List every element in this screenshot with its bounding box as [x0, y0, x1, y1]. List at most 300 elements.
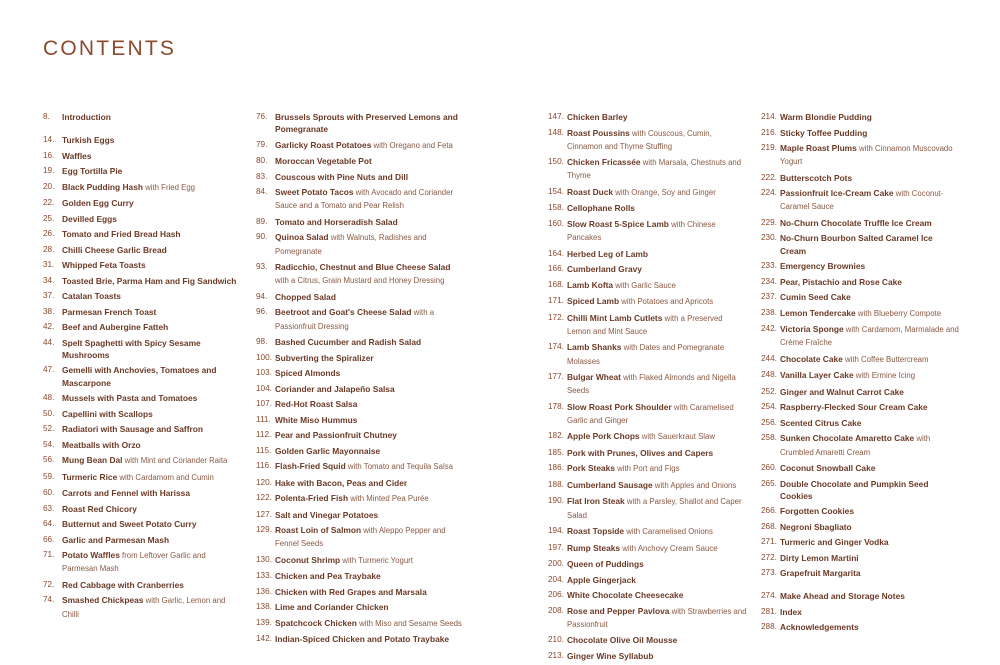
contents-column-1	[43, 111, 243, 624]
recipe-description: with Fried Egg	[142, 182, 195, 192]
recipe-name: Acknowledgements	[780, 622, 859, 633]
toc-entry	[256, 570, 466, 582]
toc-entry	[43, 439, 243, 451]
toc-entry	[548, 127, 748, 153]
recipe-description: with a Passionfruit Dressing	[275, 308, 435, 331]
recipe-description: with Sauerkraut Slaw	[639, 432, 715, 442]
toc-entry	[256, 509, 466, 521]
recipe-description: with Apples and Onions	[652, 480, 737, 490]
page-number: 272.	[761, 552, 777, 562]
page-number: 288.	[761, 622, 777, 632]
recipe-name: Pear, Pistachio and Rose Cake	[780, 276, 902, 287]
page-number: 164.	[548, 248, 564, 258]
toc-entry	[548, 186, 748, 199]
toc-entry	[548, 589, 748, 601]
page-number: 112.	[256, 430, 272, 440]
page-number: 265.	[761, 478, 777, 488]
toc-entry	[43, 423, 243, 435]
page-number: 171.	[548, 296, 564, 306]
toc-entry	[761, 172, 961, 184]
page-number: 120.	[256, 477, 272, 487]
page-number: 174.	[548, 342, 564, 352]
recipe-name: Passionfruit Ice-Cream Cake	[780, 188, 894, 199]
toc-entry	[548, 218, 748, 244]
recipe-name: Roast Poussins	[567, 127, 630, 138]
recipe-description: with a Parsley, Shallot and Caper Salad	[567, 497, 742, 520]
toc-entry	[548, 495, 748, 521]
toc-entry	[43, 471, 243, 484]
recipe-name: Golden Garlic Mayonnaise	[275, 445, 381, 456]
page-number: 37.	[43, 291, 55, 301]
recipe-name: Egg Tortilla Pie	[62, 166, 123, 177]
recipe-name: Mussels with Pasta and Tomatoes	[62, 393, 198, 404]
toc-entry	[256, 171, 466, 183]
toc-entry	[761, 590, 961, 602]
recipe-description: with Crumbled Amaretti Cream	[780, 434, 931, 457]
recipe-name: Pork Steaks	[567, 463, 615, 474]
recipe-name: Queen of Puddings	[567, 559, 644, 570]
recipe-name: Cumberland Sausage	[567, 479, 653, 490]
toc-entry	[256, 445, 466, 457]
page-number: 139.	[256, 617, 272, 627]
recipe-name: Roast Duck	[567, 186, 614, 197]
page-number: 19.	[43, 166, 55, 176]
page-number: 147.	[548, 112, 564, 121]
recipe-name: Whipped Feta Toasts	[62, 260, 146, 271]
page-number: 8.	[43, 112, 50, 121]
recipe-name: Roast Red Chicory	[62, 503, 137, 514]
toc-entry	[548, 462, 748, 475]
toc-entry	[548, 202, 748, 214]
page-number: 185.	[548, 447, 564, 457]
page-number: 197.	[548, 542, 564, 552]
recipe-description: with Strawberries and Passionfruit	[567, 606, 747, 629]
toc-entry	[43, 275, 243, 287]
recipe-name: Brussels Sprouts with Preserved Lemons and Pomegranate	[275, 112, 458, 135]
recipe-name: Spiced Almonds	[275, 368, 341, 379]
toc-entry	[256, 336, 466, 348]
page-number: 111.	[256, 414, 271, 424]
page-number: 26.	[43, 229, 55, 239]
recipe-name: Turkish Eggs	[62, 135, 115, 146]
toc-entry	[43, 228, 243, 240]
recipe-name: Herbed Leg of Lamb	[567, 248, 648, 259]
recipe-description: with Caramelised Onions	[624, 527, 713, 537]
toc-entry	[256, 367, 466, 379]
recipe-name: Emergency Brownies	[780, 261, 866, 272]
recipe-name: Chocolate Cake	[780, 353, 843, 364]
page-number: 42.	[43, 322, 55, 332]
page-number: 115.	[256, 445, 272, 455]
page-number: 38.	[43, 306, 55, 316]
toc-entry	[43, 111, 243, 123]
toc-entry	[548, 401, 748, 427]
recipe-name: Indian-Spiced Chicken and Potato Traybake	[275, 634, 450, 645]
toc-entry	[761, 291, 961, 303]
toc-entry	[43, 134, 243, 146]
recipe-name: Victoria Sponge	[780, 324, 844, 335]
toc-entry	[256, 633, 466, 645]
page-number: 242.	[761, 324, 777, 334]
page-number: 210.	[548, 635, 564, 645]
toc-entry	[256, 383, 466, 395]
page-number: 190.	[548, 496, 564, 506]
recipe-name: Butternut and Sweet Potato Curry	[62, 519, 197, 530]
toc-entry	[43, 306, 243, 318]
toc-entry	[548, 605, 748, 631]
toc-entry	[761, 567, 961, 579]
recipe-name: Lamb Shanks	[567, 342, 622, 353]
page-number: 186.	[548, 463, 564, 473]
recipe-name: Devilled Eggs	[62, 213, 117, 224]
page-number: 148.	[548, 127, 564, 137]
page-number: 142.	[256, 634, 272, 644]
page-number: 224.	[761, 188, 777, 198]
recipe-name: Lime and Coriander Chicken	[275, 602, 389, 613]
recipe-name: Chopped Salad	[275, 291, 336, 302]
recipe-description: with Cardamom and Cumin	[117, 472, 214, 482]
recipe-name: Chilli Cheese Garlic Bread	[62, 244, 167, 255]
recipe-description: with Walnuts, Radishes and Pomegranate	[275, 233, 427, 256]
recipe-name: Garlicky Roast Potatoes	[275, 139, 372, 150]
recipe-description: with Coffee Buttercream	[842, 354, 929, 364]
recipe-name: Cellophane Rolls	[567, 203, 635, 214]
recipe-description: with Tomato and Tequila Salsa	[345, 462, 453, 472]
recipe-description: with Avocado and Coriander Sauce and a Tomato and Pear Relish	[275, 188, 454, 211]
recipe-description: with Blueberry Compote	[855, 308, 942, 318]
page-number: 213.	[548, 650, 564, 660]
page-number: 129.	[256, 525, 272, 535]
toc-entry	[43, 579, 243, 591]
toc-entry	[548, 479, 748, 492]
recipe-name: Turmeric and Ginger Vodka	[780, 537, 889, 548]
page-number: 48.	[43, 393, 55, 403]
recipe-name: Salt and Vinegar Potatoes	[275, 509, 379, 520]
recipe-description: from Leftover Garlic and Parmesan Mash	[62, 551, 206, 574]
contents-column-2	[256, 111, 466, 649]
toc-entry	[43, 503, 243, 515]
page-number: 28.	[43, 244, 55, 254]
recipe-name: Warm Blondie Pudding	[780, 112, 872, 122]
recipe-name: Ginger and Walnut Carrot Cake	[780, 386, 904, 397]
recipe-name: Radicchio, Chestnut and Blue Cheese Salad	[275, 262, 451, 273]
recipe-name: Chicken Fricassée	[567, 157, 641, 168]
recipe-description: with Potatoes and Apricots	[619, 297, 714, 307]
page-number: 219.	[761, 143, 777, 152]
toc-entry	[761, 142, 961, 168]
recipe-name: No-Churn Bourbon Salted Caramel Ice Cream	[780, 233, 933, 256]
page-number: 271.	[761, 537, 777, 547]
page-number: 84.	[256, 187, 268, 197]
toc-entry	[43, 259, 243, 271]
recipe-name: Apple Gingerjack	[567, 574, 636, 585]
page-number: 268.	[761, 521, 777, 531]
toc-entry	[548, 111, 748, 123]
toc-entry	[761, 521, 961, 533]
toc-entry	[256, 291, 466, 303]
toc-entry	[761, 432, 961, 458]
page-number: 229.	[761, 217, 777, 227]
recipe-description: with a Citrus, Grain Mustard and Honey Dressing	[275, 276, 445, 286]
page-number: 274.	[761, 591, 777, 601]
toc-entry	[43, 518, 243, 530]
recipe-name: White Miso Hummus	[275, 414, 358, 425]
recipe-name: Apple Pork Chops	[567, 431, 640, 442]
recipe-name: Pork with Prunes, Olives and Capers	[567, 447, 714, 458]
recipe-name: Gemelli with Anchovies, Tomatoes and Mascarpone	[62, 365, 217, 388]
toc-entry	[761, 536, 961, 548]
recipe-description: with Ermine Icing	[853, 371, 916, 381]
toc-entry	[548, 295, 748, 308]
page-number: 74.	[43, 595, 55, 605]
page-number: 204.	[548, 574, 564, 584]
page-number: 31.	[43, 260, 55, 270]
toc-entry	[256, 216, 466, 228]
page-number: 64.	[43, 519, 55, 529]
recipe-name: Cumin Seed Cake	[780, 292, 851, 303]
recipe-description: with Caramelised Garlic and Ginger	[567, 402, 734, 425]
toc-entry	[761, 505, 961, 517]
recipe-name: Vanilla Layer Cake	[780, 370, 854, 381]
toc-entry	[43, 213, 243, 225]
toc-entry	[761, 307, 961, 320]
page-number: 166.	[548, 264, 564, 274]
recipe-name: Chilli Mint Lamb Cutlets	[567, 312, 663, 323]
recipe-name: Ginger Wine Syllabub	[567, 650, 654, 661]
page-number: 200.	[548, 559, 564, 569]
page-number: 130.	[256, 554, 272, 564]
page-number: 96.	[256, 307, 268, 317]
toc-entry	[548, 525, 748, 538]
toc-entry	[548, 279, 748, 292]
page-number: 44.	[43, 337, 55, 347]
recipe-name: Roast Topside	[567, 526, 625, 537]
toc-entry	[761, 401, 961, 413]
toc-entry	[256, 261, 466, 287]
toc-entry	[256, 155, 466, 167]
recipe-name: Turmeric Rice	[62, 471, 118, 482]
toc-entry	[43, 321, 243, 333]
recipe-name: Roast Loin of Salmon	[275, 525, 362, 536]
page-number: 127.	[256, 509, 272, 519]
toc-entry	[761, 621, 961, 633]
recipe-name: Subverting the Spiralizer	[275, 352, 374, 363]
toc-entry	[761, 369, 961, 382]
page-number: 100.	[256, 352, 272, 362]
recipe-name: Hake with Bacon, Peas and Cider	[275, 477, 408, 488]
recipe-name: Waffles	[62, 150, 92, 161]
recipe-description: with Garlic, Lemon and Chilli	[62, 596, 226, 619]
recipe-name: Coconut Snowball Cake	[780, 463, 876, 474]
page-number: 93.	[256, 262, 268, 272]
recipe-name: Catalan Toasts	[62, 291, 121, 302]
page-number: 237.	[761, 292, 777, 302]
toc-entry	[761, 552, 961, 564]
recipe-name: Sunken Chocolate Amaretto Cake	[780, 433, 915, 444]
page-number: 133.	[256, 571, 272, 581]
recipe-name: Raspberry-Flecked Sour Cream Cake	[780, 402, 928, 413]
toc-entry	[256, 429, 466, 441]
recipe-name: Bashed Cucumber and Radish Salad	[275, 337, 422, 348]
page-number: 16.	[43, 150, 55, 160]
recipe-name: Lemon Tendercake	[780, 307, 856, 318]
toc-entry	[548, 574, 748, 586]
recipe-name: Slow Roast Pork Shoulder	[567, 401, 672, 412]
toc-entry	[256, 460, 466, 473]
toc-entry	[548, 558, 748, 570]
toc-entry	[256, 554, 466, 567]
toc-entry	[761, 323, 961, 349]
page-number: 25.	[43, 213, 55, 223]
recipe-name: Carrots and Fennel with Harissa	[62, 488, 190, 499]
recipe-name: Coriander and Jalapeño Salsa	[275, 383, 395, 394]
page-number: 59.	[43, 471, 55, 481]
page-number: 158.	[548, 203, 564, 213]
recipe-name: No-Churn Chocolate Truffle Ice Cream	[780, 217, 932, 228]
recipe-description: with Turmeric Yogurt	[340, 555, 413, 565]
recipe-description: with Coconut-Caramel Sauce	[780, 189, 944, 212]
toc-entry	[256, 477, 466, 489]
page-number: 94.	[256, 291, 268, 301]
page-number: 83.	[256, 171, 268, 181]
toc-entry	[548, 634, 748, 646]
toc-entry	[548, 430, 748, 443]
page-number: 34.	[43, 275, 55, 285]
toc-entry	[43, 165, 243, 177]
recipe-description: with Oregano and Feta	[371, 140, 453, 150]
page-number: 54.	[43, 439, 55, 449]
page-number: 122.	[256, 493, 272, 503]
recipe-description: with Anchovy Cream Sauce	[620, 543, 718, 553]
toc-entry	[256, 306, 466, 332]
page-number: 214.	[761, 112, 777, 121]
page-number: 260.	[761, 463, 777, 473]
toc-entry	[548, 542, 748, 555]
recipe-name: Quinoa Salad	[275, 232, 329, 243]
page-number: 281.	[761, 606, 777, 616]
recipe-name: Garlic and Parmesan Mash	[62, 534, 170, 545]
recipe-name: Mung Bean Dal	[62, 455, 123, 466]
recipe-name: Meatballs with Orzo	[62, 439, 141, 450]
recipe-description: with Aleppo Pepper and Fennel Seeds	[275, 526, 446, 549]
page-number: 60.	[43, 488, 55, 498]
recipe-description: with Flaked Almonds and Nigella Seeds	[567, 373, 736, 396]
recipe-description: with Chinese Pancakes	[567, 219, 716, 243]
page-number: 71.	[43, 550, 55, 560]
recipe-name: White Chocolate Cheesecake	[567, 590, 684, 601]
toc-entry	[256, 524, 466, 550]
recipe-name: Couscous with Pine Nuts and Dill	[275, 171, 409, 182]
page-number: 256.	[761, 417, 777, 427]
page-number: 136.	[256, 586, 272, 596]
recipe-name: Polenta-Fried Fish	[275, 493, 349, 504]
recipe-name: Grapefruit Margarita	[780, 568, 861, 579]
recipe-name: Flat Iron Steak	[567, 496, 625, 507]
recipe-description: with Orange, Soy and Ginger	[613, 187, 716, 197]
recipe-name: Beetroot and Goat's Cheese Salad	[275, 307, 412, 318]
toc-entry	[761, 232, 961, 256]
page-number: 238.	[761, 307, 777, 317]
contents-column-4	[761, 111, 961, 637]
page-number: 154.	[548, 186, 564, 196]
toc-entry	[548, 312, 748, 338]
recipe-description: with Miso and Sesame Seeds	[356, 618, 462, 628]
recipe-name: Tomato and Horseradish Salad	[275, 216, 398, 227]
page-number: 98.	[256, 337, 268, 347]
recipe-name: Flash-Fried Squid	[275, 461, 346, 472]
recipe-description: with Mint and Coriander Raita	[122, 456, 228, 466]
toc-entry	[43, 150, 243, 162]
page-number: 172.	[548, 312, 564, 322]
page-number: 22.	[43, 198, 55, 208]
toc-entry	[43, 364, 243, 388]
toc-entry	[548, 156, 748, 182]
page-number: 116.	[256, 461, 272, 471]
page-number: 273.	[761, 568, 777, 578]
recipe-name: Chicken and Pea Traybake	[275, 571, 381, 582]
toc-entry	[761, 386, 961, 398]
recipe-description: with Port and Figs	[614, 464, 680, 474]
recipe-name: Slow Roast 5-Spice Lamb	[567, 218, 669, 229]
page-number: 266.	[761, 506, 777, 516]
page-number: 244.	[761, 353, 777, 363]
page-number: 150.	[548, 157, 564, 167]
toc-entry	[43, 549, 243, 575]
recipe-name: Sticky Toffee Pudding	[780, 127, 868, 138]
recipe-name: Red Cabbage with Cranberries	[62, 579, 184, 590]
toc-entry	[548, 371, 748, 397]
recipe-description: with Garlic Sauce	[613, 280, 676, 290]
page-number: 52.	[43, 424, 55, 434]
toc-entry	[761, 127, 961, 139]
page-number: 72.	[43, 579, 55, 589]
page-number: 177.	[548, 372, 564, 382]
toc-entry	[43, 454, 243, 467]
page-number: 248.	[761, 370, 777, 380]
page-number: 79.	[256, 139, 268, 149]
toc-entry	[43, 534, 243, 546]
recipe-name: Black Pudding Hash	[62, 181, 143, 192]
recipe-description: with Dates and Pomegranate Molasses	[567, 343, 725, 366]
page-title: CONTENTS	[43, 37, 177, 60]
toc-entry	[761, 111, 961, 123]
toc-entry	[43, 408, 243, 420]
page-number: 63.	[43, 503, 55, 513]
page-number: 233.	[761, 261, 777, 271]
recipe-name: Pear and Passionfruit Chutney	[275, 430, 397, 441]
toc-entry	[43, 392, 243, 404]
recipe-description: with Couscous, Cumin, Cinnamon and Thyme Stuffing	[567, 128, 712, 151]
recipe-name: Index	[780, 606, 802, 617]
toc-entry	[256, 186, 466, 212]
page-number: 160.	[548, 218, 564, 228]
page-number: 76.	[256, 112, 268, 121]
toc-entry	[43, 244, 243, 256]
page-number: 206.	[548, 590, 564, 600]
page-number: 234.	[761, 276, 777, 286]
toc-entry	[43, 487, 243, 499]
page-number: 194.	[548, 526, 564, 536]
recipe-name: Moroccan Vegetable Pot	[275, 156, 372, 167]
recipe-name: Potato Waffles	[62, 550, 120, 561]
page-number: 178.	[548, 401, 564, 411]
recipe-description: with a Preserved Lemon and Mint Sauce	[567, 313, 723, 336]
page-number: 90.	[256, 232, 268, 242]
page-number: 20.	[43, 181, 55, 191]
recipe-name: Chicken Barley	[567, 112, 628, 122]
recipe-name: Spiced Lamb	[567, 296, 620, 307]
toc-entry	[256, 492, 466, 505]
